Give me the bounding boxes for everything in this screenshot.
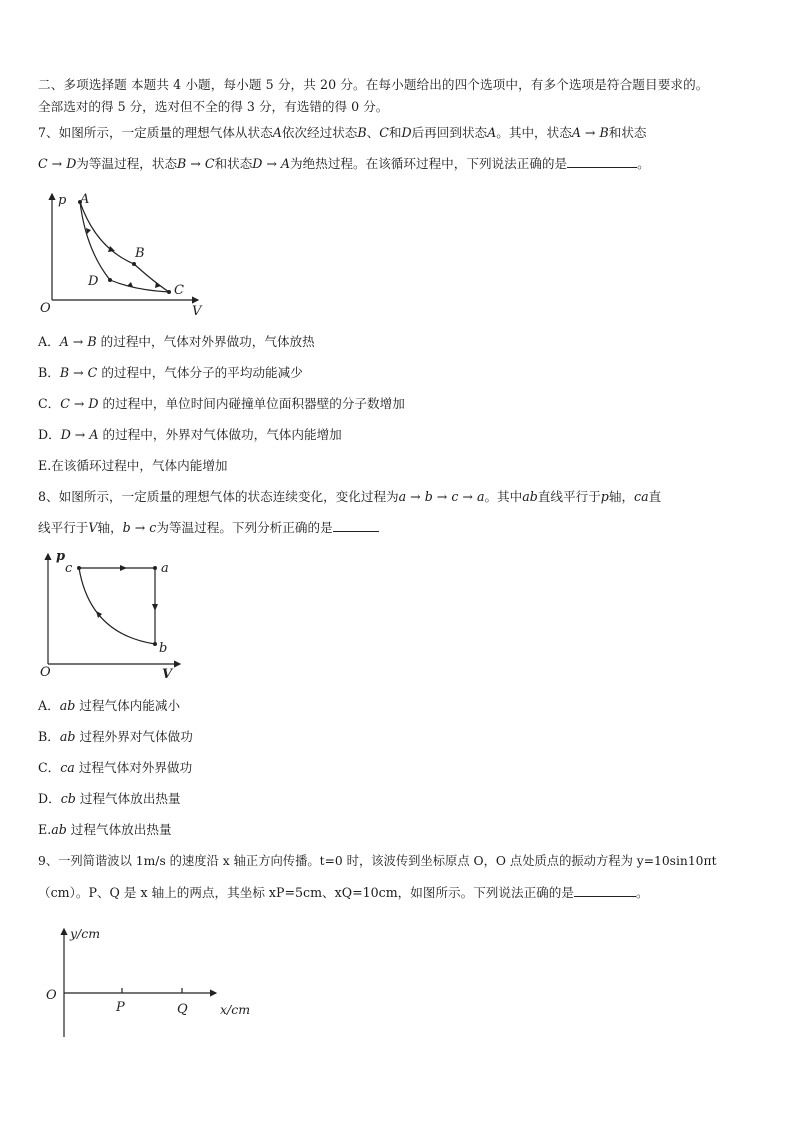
q7-pv-diagram — [38, 190, 208, 320]
q8-option-e[interactable]: E.ab 过程气体放出热量 — [38, 822, 172, 837]
q7-label-C: C — [174, 283, 184, 298]
answer-blank[interactable] — [333, 519, 379, 532]
q9-origin-label: O — [46, 988, 57, 1003]
q7-arrow-AB — [108, 246, 115, 252]
q9-stem-line2: （cm）。P、Q 是 x 轴上的两点，其坐标 xP=5cm、xQ=10cm，如图所示。下列说法正确的是 。 — [38, 885, 649, 900]
q7-origin-label: O — [40, 301, 51, 316]
q7-point-C — [167, 290, 171, 294]
q7-curve-BC — [134, 264, 169, 292]
q7-option-e[interactable]: E.在该循环过程中，气体内能增加 — [38, 458, 228, 473]
q8-pv-diagram — [38, 550, 188, 680]
q9-wave-axes — [40, 925, 270, 1045]
q7-p-label: p — [58, 193, 67, 208]
section-instructions-line1: 二、多项选择题 本题共 4 小题，每小题 5 分，共 20 分。在每小题给出的四个选项中，有多个选项是符合题目要求的。 — [38, 77, 709, 92]
q7-option-d[interactable]: D．D → A 的过程中，外界对气体做功，气体内能增加 — [38, 427, 342, 442]
q8-v-label: V — [162, 667, 173, 682]
q9-label-Q: Q — [177, 1002, 188, 1017]
q9-y-label: y/cm — [70, 926, 101, 941]
answer-blank[interactable] — [574, 884, 636, 897]
q9-x-label: x/cm — [220, 1002, 251, 1017]
q7-point-B — [132, 262, 136, 266]
q8-option-d[interactable]: D．cb 过程气体放出热量 — [38, 791, 181, 806]
q8-option-a[interactable]: A．ab 过程气体内能减小 — [38, 698, 181, 713]
q8-label-a: a — [161, 561, 169, 576]
q7-label-D: D — [88, 274, 99, 289]
q8-stem-line1: 8、如图所示，一定质量的理想气体的状态连续变化，变化过程为a → b → c → a。其中ab直线平行于p轴，ca直 — [38, 489, 662, 504]
q7-label-B: B — [135, 246, 145, 261]
q8-point-c — [77, 566, 81, 570]
q8-point-a — [153, 566, 157, 570]
q7-option-a[interactable]: A．A → B 的过程中，气体对外界做功，气体放热 — [38, 334, 315, 349]
q7-option-b[interactable]: B．B → C 的过程中，气体分子的平均动能减少 — [38, 365, 303, 380]
q9-stem-line1: 9、一列简谐波以 1m/s 的速度沿 x 轴正方向传播。t=0 时，该波传到坐标原点 O，O 点处质点的振动方程为 y=10sin10πt — [38, 854, 717, 868]
q7-point-D — [108, 278, 112, 282]
answer-blank[interactable] — [567, 155, 637, 168]
q8-origin-label: O — [40, 665, 51, 680]
q7-stem-line1: 7、如图所示，一定质量的理想气体从状态A依次经过状态B、C和D后再回到状态A。其中，状态A → B和状态 — [38, 125, 647, 140]
section-instructions-line2: 全部选对的得 5 分，选对但不全的得 3 分，有选错的得 0 分。 — [38, 99, 389, 114]
q7-option-c[interactable]: C．C → D 的过程中，单位时间内碰撞单位面积器壁的分子数增加 — [38, 396, 405, 411]
q8-point-b — [153, 642, 157, 646]
q8-p-label: p — [56, 549, 66, 564]
q8-arrow-ca — [120, 565, 127, 571]
q9-label-P: P — [116, 1000, 125, 1015]
q8-curve-bc — [79, 568, 155, 644]
q8-option-b[interactable]: B．ab 过程外界对气体做功 — [38, 729, 193, 744]
q7-label-A: A — [80, 192, 90, 207]
q7-curve-AB — [80, 202, 134, 264]
q8-arrow-ab — [152, 604, 158, 611]
q8-stem-line2: 线平行于V轴，b → c为等温过程。下列分析正确的是 — [38, 519, 379, 537]
q7-stem-line2: C → D为等温过程，状态B → C和状态D → A为绝热过程。在该循环过程中，下列说法正确的是 。 — [38, 156, 650, 171]
q7-v-label: V — [192, 304, 202, 319]
q8-option-c[interactable]: C．ca 过程气体对外界做功 — [38, 760, 193, 775]
q8-label-c: c — [65, 561, 73, 576]
q8-label-b: b — [159, 641, 168, 656]
